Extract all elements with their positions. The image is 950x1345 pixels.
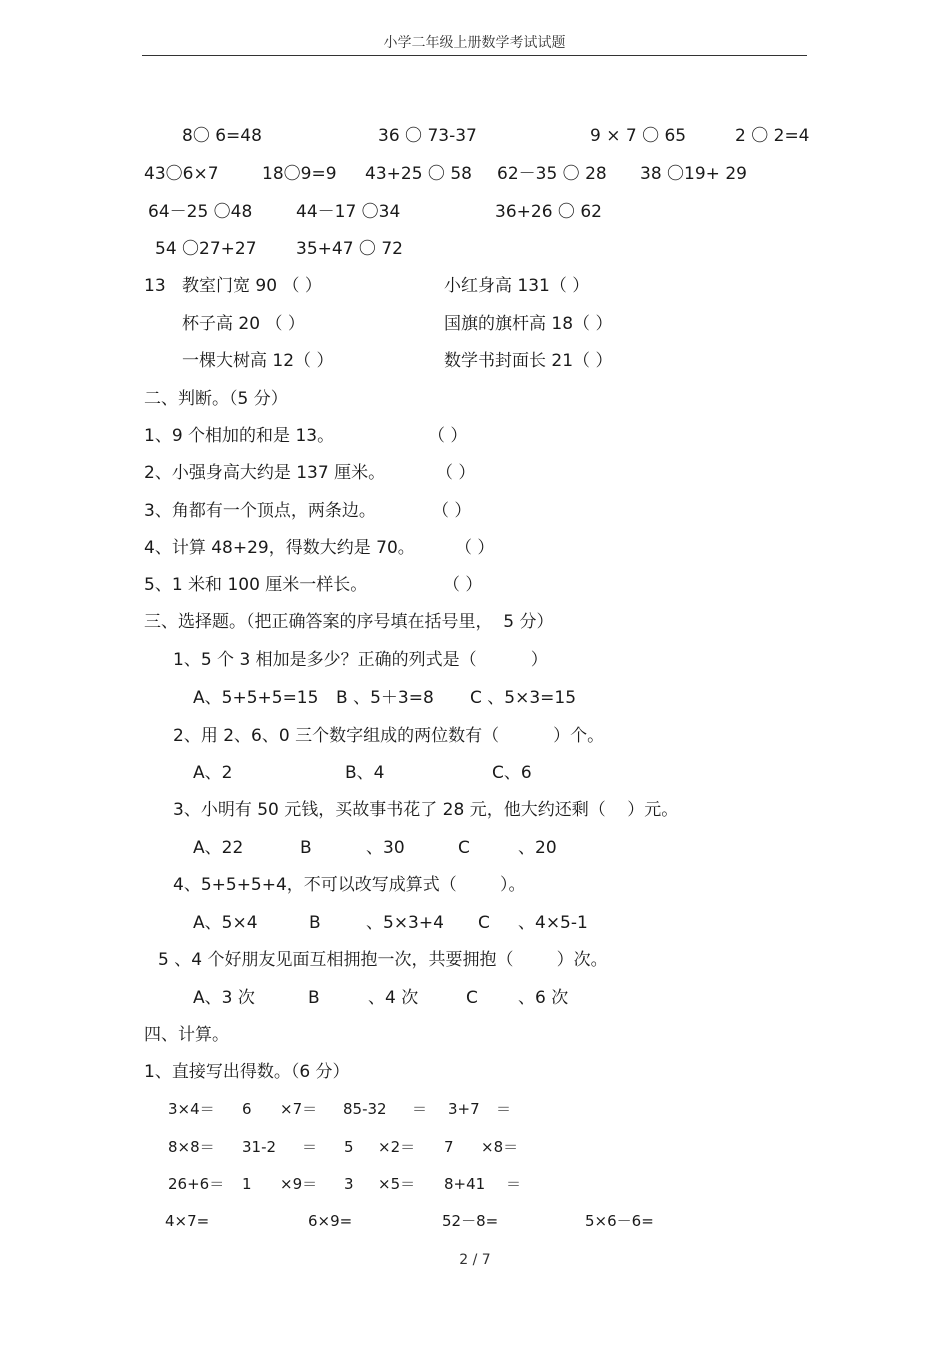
choice-question: 1、5 个 3 相加是多少？正确的列式是（ ） [173, 650, 548, 670]
unit-item: 教室门宽 90 （ ） [182, 276, 322, 296]
calc-item: 6×9= [308, 1212, 353, 1230]
judgement-item: 2、小强身高大约是 137 厘米。 [144, 463, 386, 483]
calc-item: 3×4＝ [168, 1100, 215, 1118]
unit-item: 小红身高 131（ ） [444, 276, 590, 296]
answer-paren: （ ） [432, 501, 472, 521]
choice-option: C [458, 838, 470, 858]
header-rule [142, 55, 807, 56]
unit-item: 数学书封面长 21（ ） [444, 351, 613, 371]
calc-item: ＝ [412, 1100, 428, 1118]
choice-option: C 、5×3=15 [470, 688, 577, 708]
calc-item: ×2＝ [378, 1138, 416, 1156]
page-number: 2 / 7 [459, 1252, 491, 1268]
choice-option: A、2 [193, 763, 233, 783]
calc-item: ×8＝ [481, 1138, 519, 1156]
compare-item: 38 〇19+ 29 [640, 164, 747, 184]
calc-item: 26+6＝ [168, 1175, 225, 1193]
choice-option: 、5×3+4 [366, 913, 444, 933]
calc-item: ×9＝ [280, 1175, 318, 1193]
compare-item: 43〇6×7 [144, 164, 219, 184]
calc-item: 7 [444, 1138, 454, 1156]
calc-item: ＝ [496, 1100, 512, 1118]
choice-option: B [300, 838, 312, 858]
choice-question: 4、5+5+5+4，不可以改写成算式（ ）。 [173, 875, 526, 895]
choice-option: B 、5＋3=8 [336, 688, 434, 708]
calc-item: 5×6－6= [585, 1212, 654, 1230]
answer-paren: （ ） [443, 575, 483, 595]
compare-item: 18〇9=9 [262, 164, 337, 184]
calc-item: 5 [344, 1138, 354, 1156]
compare-item: 54 〇27+27 [155, 239, 257, 259]
compare-item: 62－35 〇 28 [497, 164, 607, 184]
subsection-title: 1、直接写出得数。（6 分） [144, 1062, 350, 1082]
choice-option: C [466, 988, 478, 1008]
section-title: 四、计算。 [144, 1025, 229, 1045]
calc-item: 8+41 [444, 1175, 486, 1193]
choice-question: 2、用 2、6、0 三个数字组成的两位数有（ ）个。 [173, 726, 605, 746]
compare-item: 36+26 〇 62 [495, 202, 602, 222]
choice-option: 、20 [518, 838, 557, 858]
answer-paren: （ ） [455, 538, 495, 558]
calc-item: 3 [344, 1175, 354, 1193]
choice-option: B、4 [345, 763, 385, 783]
compare-item: 64－25 〇48 [148, 202, 253, 222]
judgement-item: 4、计算 48+29，得数大约是 70。 [144, 538, 415, 558]
choice-question: 3、小明有 50 元钱，买故事书花了 28 元，他大约还剩（ ）元。 [173, 800, 679, 820]
choice-option: 、6 次 [518, 988, 569, 1008]
choice-option: C [478, 913, 490, 933]
choice-option: 、4 次 [368, 988, 419, 1008]
choice-question: 5 、4 个好朋友见面互相拥抱一次，共要拥抱（ ）次。 [158, 950, 608, 970]
choice-option: A、3 次 [193, 988, 255, 1008]
calc-item: ＝ [302, 1138, 318, 1156]
choice-option: A、22 [193, 838, 244, 858]
calc-item: 8×8＝ [168, 1138, 215, 1156]
answer-paren: （ ） [436, 463, 476, 483]
calc-item: 3+7 [448, 1100, 480, 1118]
unit-item: 一棵大树高 12（ ） [182, 351, 334, 371]
choice-option: C、6 [492, 763, 532, 783]
calc-item: 31-2 [242, 1138, 277, 1156]
section-title: 二、判断。（5 分） [144, 389, 288, 409]
calc-item: 52－8= [442, 1212, 499, 1230]
compare-item: 9 × 7 〇 65 [590, 126, 687, 146]
compare-item: 36 〇 73-37 [378, 126, 477, 146]
compare-item: 8〇 6=48 [182, 126, 262, 146]
calc-item: 85-32 [343, 1100, 387, 1118]
calc-item: 4×7= [165, 1212, 210, 1230]
compare-item: 2 〇 2=4 [735, 126, 810, 146]
choice-option: A、5×4 [193, 913, 258, 933]
section-title: 三、选择题。（把正确答案的序号填在括号里， 5 分） [144, 612, 554, 632]
judgement-item: 5、1 米和 100 厘米一样长。 [144, 575, 368, 595]
answer-paren: （ ） [428, 426, 468, 446]
unit-item: 国旗的旗杆高 18（ ） [444, 314, 613, 334]
choice-option: A、5+5+5=15 [193, 688, 319, 708]
calc-item: ×7＝ [280, 1100, 318, 1118]
unit-question-number: 13 [144, 276, 166, 296]
judgement-item: 3、角都有一个顶点，两条边。 [144, 501, 376, 521]
judgement-item: 1、9 个相加的和是 13。 [144, 426, 335, 446]
calc-item: 1 [242, 1175, 252, 1193]
choice-option: 、4×5-1 [518, 913, 588, 933]
choice-option: B [308, 988, 320, 1008]
unit-item: 杯子高 20 （ ） [182, 314, 305, 334]
choice-option: B [309, 913, 321, 933]
calc-item: ＝ [506, 1175, 522, 1193]
compare-item: 35+47 〇 72 [296, 239, 403, 259]
choice-option: 、30 [366, 838, 405, 858]
compare-item: 44－17 〇34 [296, 202, 401, 222]
calc-item: ×5＝ [378, 1175, 416, 1193]
page-header: 小学二年级上册数学考试试题 [383, 35, 566, 51]
calc-item: 6 [242, 1100, 252, 1118]
compare-item: 43+25 〇 58 [365, 164, 472, 184]
